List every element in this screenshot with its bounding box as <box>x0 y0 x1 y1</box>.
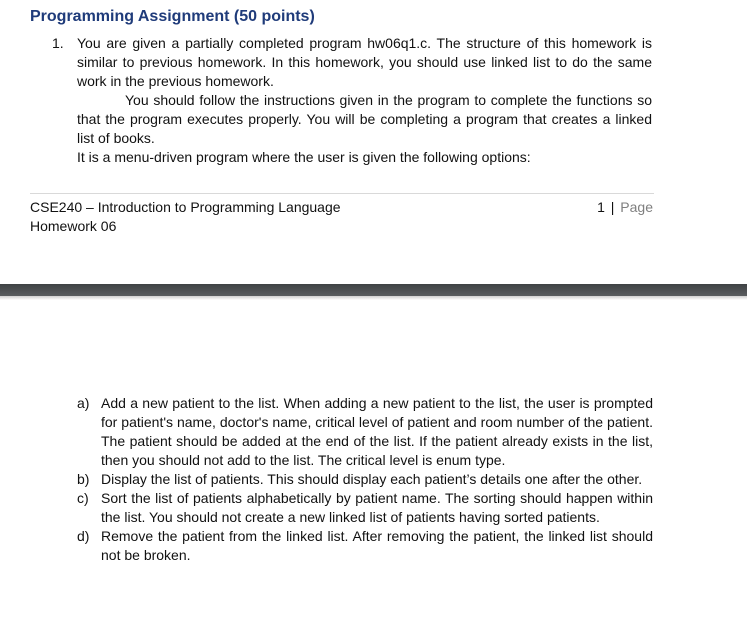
page-word: Page <box>620 199 653 215</box>
option-text: Sort the list of patients alphabetically by patient name. The sorting should happen within the list. You should not create a new linked list of patients having sorted patients. <box>101 490 653 525</box>
question-body <box>77 34 652 167</box>
page-number-separator: | <box>610 199 615 215</box>
question-paragraph-1: You are given a partially completed program hw06q1.c. The structure of this homework is similar to previous homework. In this homework, you should use linked list to do the same work in the previous homework. <box>77 35 652 89</box>
menu-options-list <box>77 394 653 565</box>
option-item-c <box>77 489 653 527</box>
page-break-bar <box>0 284 747 296</box>
footer-course-title: CSE240 – Introduction to Programming Language <box>30 199 341 215</box>
page-break-shadow <box>0 296 747 300</box>
question-paragraph-2: You should follow the instructions given in the program to complete the functions so that the program executes properly. You will be completing a program that creates a linked list of books. <box>77 92 652 146</box>
page-footer-left <box>30 198 341 236</box>
option-letter: d) <box>77 528 90 544</box>
option-text: Display the list of patients. This should display each patient’s details one after the other. <box>101 471 643 487</box>
option-item-a <box>77 394 653 470</box>
option-text: Add a new patient to the list. When adding a new patient to the list, the user is prompted for patient's name, doctor's name, critical level of patient and room number of the patient. The patient should be added at the end of the list. If the patient already exists in the list, then you should not add to the list. The critical level is enum type. <box>101 395 653 468</box>
option-item-b <box>77 470 653 489</box>
option-item-d <box>77 527 653 565</box>
assignment-heading: Programming Assignment (50 points) <box>30 8 315 25</box>
footer-divider <box>30 193 654 194</box>
question-paragraph-3: It is a menu-driven program where the user is given the following options: <box>77 149 531 165</box>
option-letter: b) <box>77 471 90 487</box>
option-letter: c) <box>77 490 89 506</box>
question-number: 1. <box>52 35 64 51</box>
page-number <box>597 198 653 217</box>
option-letter: a) <box>77 395 90 411</box>
page-number-value: 1 <box>597 199 605 215</box>
footer-homework-label: Homework 06 <box>30 218 117 234</box>
option-text: Remove the patient from the linked list. After removing the patient, the linked list should not be broken. <box>101 528 653 563</box>
